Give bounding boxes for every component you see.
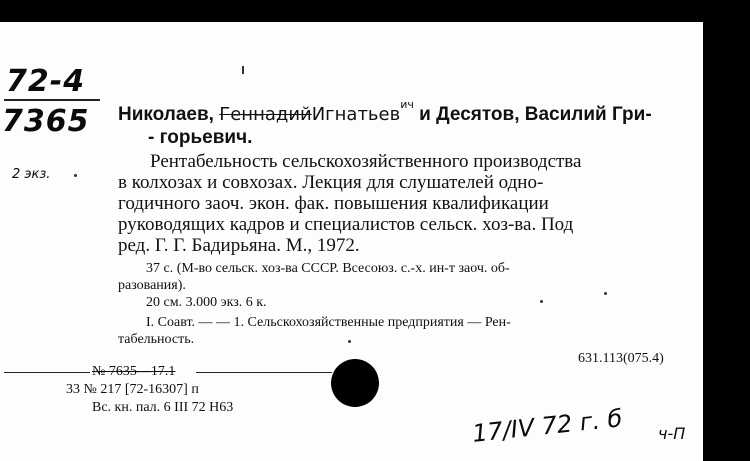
bottom-rule-left: [4, 372, 90, 373]
title-line-5: ред. Г. Г. Бадирьяна. М., 1972.: [118, 235, 360, 256]
bottom-rule-right: [196, 372, 332, 373]
author-surname: Николаев,: [118, 104, 214, 125]
catalog-line: 33 № 217 [72-16307] п: [66, 382, 199, 397]
shelf-mark-bottom: 7365: [2, 104, 90, 139]
coauthor: и Десятов, Василий Гри-: [419, 104, 652, 125]
print-line: Вс. кн. пал. 6 III 72 Н63: [92, 400, 234, 415]
subjects-line-1: I. Соавт. — — 1. Сельскохозяйственные предприятия — Рен-: [146, 315, 511, 330]
handwritten-date: 17/IV 72 г. б: [470, 404, 624, 448]
mark-tick: [242, 66, 244, 74]
subjects-line-2: табельность.: [118, 332, 195, 347]
title-line-1: Рентабельность сельскохозяйственного производства: [150, 151, 582, 172]
shelf-mark-divider: [4, 99, 100, 101]
title-line-3: годичного заоч. экон. фак. повышения квалификации: [118, 193, 549, 214]
handwritten-corner-note: ч-П: [658, 424, 686, 443]
authors-heading-continuation: - горьевич.: [148, 127, 253, 148]
copies-note: 2 экз.: [12, 167, 51, 182]
shelf-mark-top: 72-4: [6, 64, 86, 99]
speck: [540, 300, 543, 303]
scan-border-right: [703, 0, 750, 461]
speck: [348, 340, 351, 343]
punch-hole: [331, 359, 379, 407]
udc-code: 631.113(075.4): [578, 351, 664, 366]
author-struck-name: Геннадий: [219, 104, 312, 125]
speck: [604, 292, 607, 295]
author-handwritten-patronymic: Игнатьев: [311, 104, 401, 125]
author-handwritten-suffix: ич: [400, 98, 414, 111]
speck: [74, 174, 77, 177]
title-line-4: руководящих кадров и специалистов сельск. хоз-ва. Под: [118, 214, 574, 235]
series-line-2: разования).: [118, 278, 186, 293]
card-number: № 7635—17.1: [92, 364, 176, 379]
series-line-1: 37 с. (М-во сельск. хоз-ва СССР. Всесоюз. с.-х. ин-т заоч. об-: [146, 261, 510, 276]
scan-border-top: [0, 0, 750, 22]
title-line-2: в колхозах и совхозах. Лекция для слушателей одно-: [118, 172, 544, 193]
authors-heading: [118, 98, 652, 126]
format-line: 20 см. 3.000 экз. 6 к.: [146, 295, 267, 310]
